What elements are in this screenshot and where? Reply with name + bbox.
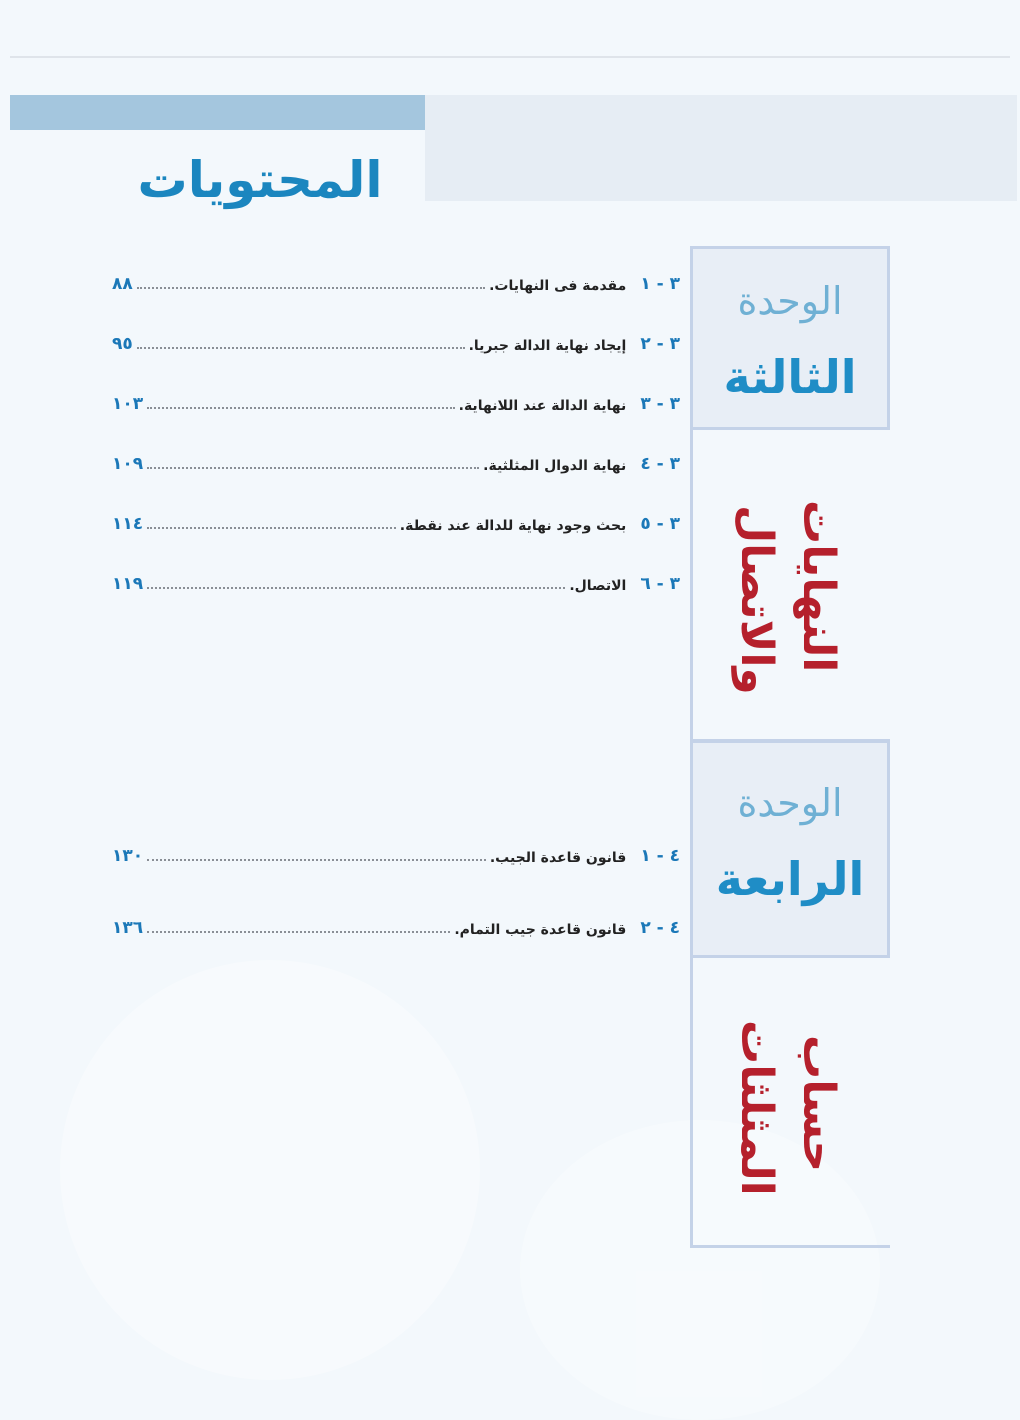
toc-entry[interactable] xyxy=(112,264,680,294)
page-number: ٩٥ xyxy=(112,334,133,354)
page-number: ١٠٩ xyxy=(112,454,144,474)
lesson-number: ٤ - ١ xyxy=(640,846,680,866)
dot-leader xyxy=(147,527,396,529)
lesson-title: قانون قاعدة الجيب. xyxy=(489,850,627,866)
background-decoration xyxy=(60,960,480,1380)
dot-leader xyxy=(147,931,450,933)
toc-entry[interactable] xyxy=(112,504,680,534)
unit-3-subject-line1: النهايات xyxy=(793,500,844,673)
toc-entry[interactable] xyxy=(112,324,680,354)
unit-3-box xyxy=(690,246,890,430)
unit-3-subject-line2: والاتصال xyxy=(731,505,782,695)
lesson-title: قانون قاعدة جيب التمام. xyxy=(454,922,627,938)
unit-4-subject-line2: المثلثات xyxy=(731,1020,782,1196)
unit-3-label: الوحدة xyxy=(737,279,843,323)
lesson-number: ٣ - ١ xyxy=(640,274,680,294)
header-bar-grey xyxy=(425,95,1017,201)
lesson-title: نهاية الدالة عند اللانهاية. xyxy=(458,398,627,414)
lesson-title: الاتصال. xyxy=(569,578,627,594)
unit-3-ordinal: الثالثة xyxy=(723,350,857,404)
lesson-number: ٣ - ٥ xyxy=(640,514,680,534)
lesson-number: ٣ - ٣ xyxy=(640,394,680,414)
unit-4-box xyxy=(690,740,890,958)
page-number: ٨٨ xyxy=(112,274,133,294)
lesson-title: نهاية الدوال المثلثية. xyxy=(483,458,627,474)
dot-leader xyxy=(147,587,565,589)
unit-4-label: الوحدة xyxy=(737,781,843,825)
lesson-number: ٣ - ٦ xyxy=(640,574,680,594)
dot-leader xyxy=(147,467,479,469)
lesson-title: إيجاد نهاية الدالة جبريا. xyxy=(468,338,627,354)
unit-4-ordinal: الرابعة xyxy=(715,852,865,906)
toc-entry[interactable] xyxy=(112,564,680,594)
unit-4-subject-line1: حساب xyxy=(793,1035,844,1173)
lesson-number: ٤ - ٢ xyxy=(640,918,680,938)
page-number: ١٣٠ xyxy=(112,846,144,866)
dot-leader xyxy=(147,407,454,409)
page-title: المحتويات xyxy=(137,151,383,209)
toc-entry[interactable] xyxy=(112,908,680,938)
header-bar-blue xyxy=(10,95,425,130)
lesson-number: ٣ - ٤ xyxy=(640,454,680,474)
dot-leader xyxy=(137,347,465,349)
page-number: ١٠٣ xyxy=(112,394,144,414)
toc-entry[interactable] xyxy=(112,836,680,866)
lesson-number: ٣ - ٢ xyxy=(640,334,680,354)
toc-entry[interactable] xyxy=(112,384,680,414)
dot-leader xyxy=(147,859,486,861)
top-divider xyxy=(10,56,1010,58)
lesson-title: مقدمة فى النهايات. xyxy=(489,278,627,294)
page-number: ١١٩ xyxy=(112,574,144,594)
page-number: ١٣٦ xyxy=(112,918,144,938)
toc-entry[interactable] xyxy=(112,444,680,474)
page-number: ١١٤ xyxy=(112,514,144,534)
lesson-title: بحث وجود نهاية للدالة عند نقطة. xyxy=(399,518,627,534)
dot-leader xyxy=(137,287,485,289)
